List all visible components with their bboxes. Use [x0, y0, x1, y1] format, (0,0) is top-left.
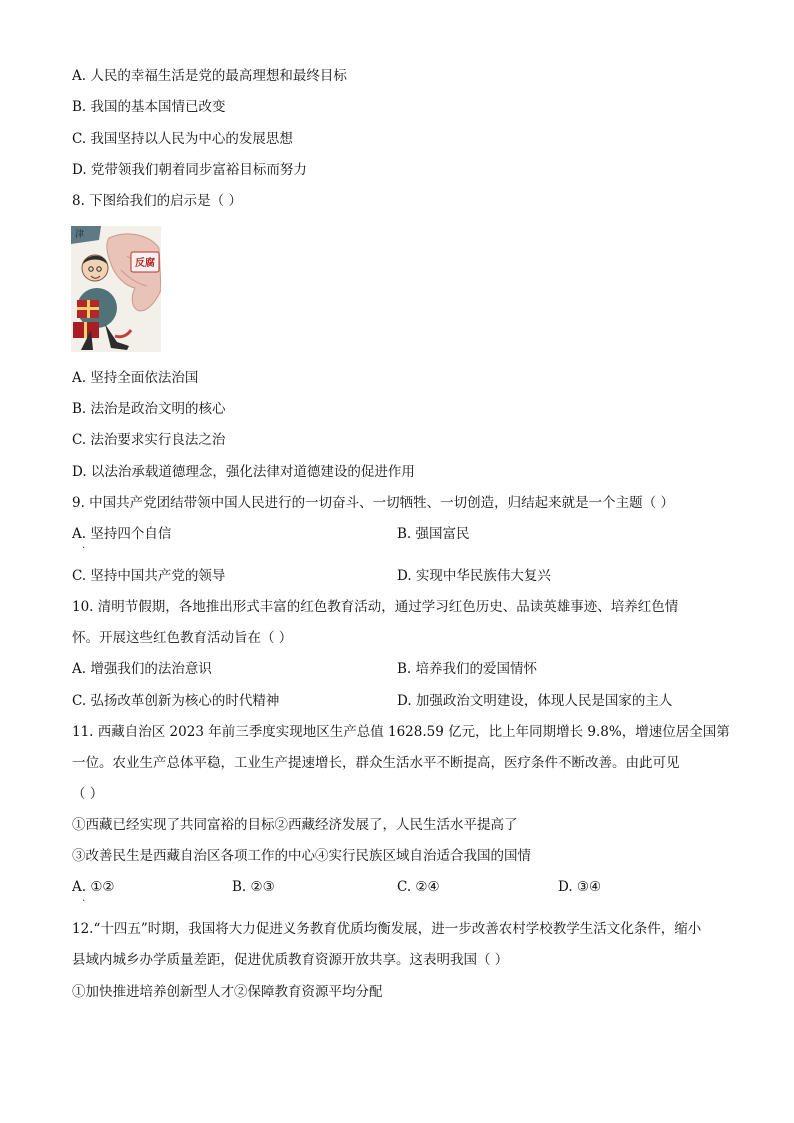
q11-stem-line-1: 11. 西藏自治区 2023 年前三季度实现地区生产总值 1628.59 亿元，比上年同期增长 9.8%，增速位居全国第: [72, 724, 730, 740]
q8-option-b: B. 法治是政治文明的核心: [72, 401, 226, 417]
cartoon-sleeve-label: 反腐: [135, 258, 155, 269]
q11-stem-line-3: （ ）: [72, 786, 104, 802]
q7-option-d: D. 党带领我们朝着同步富裕目标而努力: [72, 162, 307, 178]
q9-option-b: B. 强国富民: [397, 526, 470, 542]
q11-statement-2: ③改善民生是西藏自治区各项工作的中心④实行民族区域自治适合我国的国情: [72, 848, 531, 864]
cartoon-book-text: 津: [75, 230, 85, 240]
q9-stem: 9. 中国共产党团结带领中国人民进行的一切奋斗、一切牺牲、一切创造，归结起来就是一个主题（ ）: [72, 495, 674, 511]
cartoon-illustration: [71, 226, 161, 352]
q10-stem-line-2: 怀。开展这些红色教育活动旨在（ ）: [72, 630, 293, 646]
anti-corruption-cartoon: [71, 226, 161, 352]
q9-option-c: C. 坚持中国共产党的领导: [72, 568, 226, 584]
q11-option-a: A. ①②: [72, 879, 115, 895]
q8-option-a: A. 坚持全面依法治国: [72, 370, 199, 386]
q7-option-b: B. 我国的基本国情已改变: [72, 99, 226, 115]
q10-option-b: B. 培养我们的爱国情怀: [397, 661, 538, 677]
q11-option-d: D. ③④: [558, 879, 602, 895]
mark-dot: ·: [82, 543, 86, 554]
q9-option-a: A. 坚持四个自信: [72, 526, 172, 542]
q7-option-c: C. 我国坚持以人民为中心的发展思想: [72, 131, 293, 147]
q9-option-d: D. 实现中华民族伟大复兴: [397, 568, 551, 584]
q8-option-d: D. 以法治承载道德理念，强化法律对道德建设的促进作用: [72, 464, 415, 480]
q11-stem-line-2: 一位。农业生产总体平稳，工业生产提速增长，群众生活水平不断提高，医疗条件不断改善。由此可见: [72, 755, 680, 771]
q8-stem: 8. 下图给我们的启示是（ ）: [72, 193, 242, 209]
q11-option-c: C. ②④: [397, 879, 440, 895]
q11-statement-1: ①西藏已经实现了共同富裕的目标②西藏经济发展了，人民生活水平提高了: [72, 817, 518, 833]
q10-option-a: A. 增强我们的法治意识: [72, 661, 212, 677]
q12-stem-line-2: 县域内城乡办学质量差距，促进优质教育资源开放共享。这表明我国（ ）: [72, 952, 509, 968]
q12-stem-line-1: 12.“十四五”时期，我国将大力促进义务教育优质均衡发展，进一步改善农村学校教学生活文化条件，缩小: [72, 921, 702, 937]
q12-statement-1: ①加快推进培养创新型人才②保障教育资源平均分配: [72, 984, 383, 1000]
q10-stem-line-1: 10. 清明节假期，各地推出形式丰富的红色教育活动，通过学习红色历史、品读英雄事迹、培养红色情: [72, 599, 679, 615]
q8-option-c: C. 法治要求实行良法之治: [72, 432, 226, 448]
mark-dot: ·: [82, 896, 86, 907]
q10-option-c: C. 弘扬改革创新为核心的时代精神: [72, 693, 280, 709]
q10-option-d: D. 加强政治文明建设，体现人民是国家的主人: [397, 693, 673, 709]
q11-option-b: B. ②③: [232, 879, 275, 895]
q7-option-a: A. 人民的幸福生活是党的最高理想和最终目标: [72, 68, 347, 84]
